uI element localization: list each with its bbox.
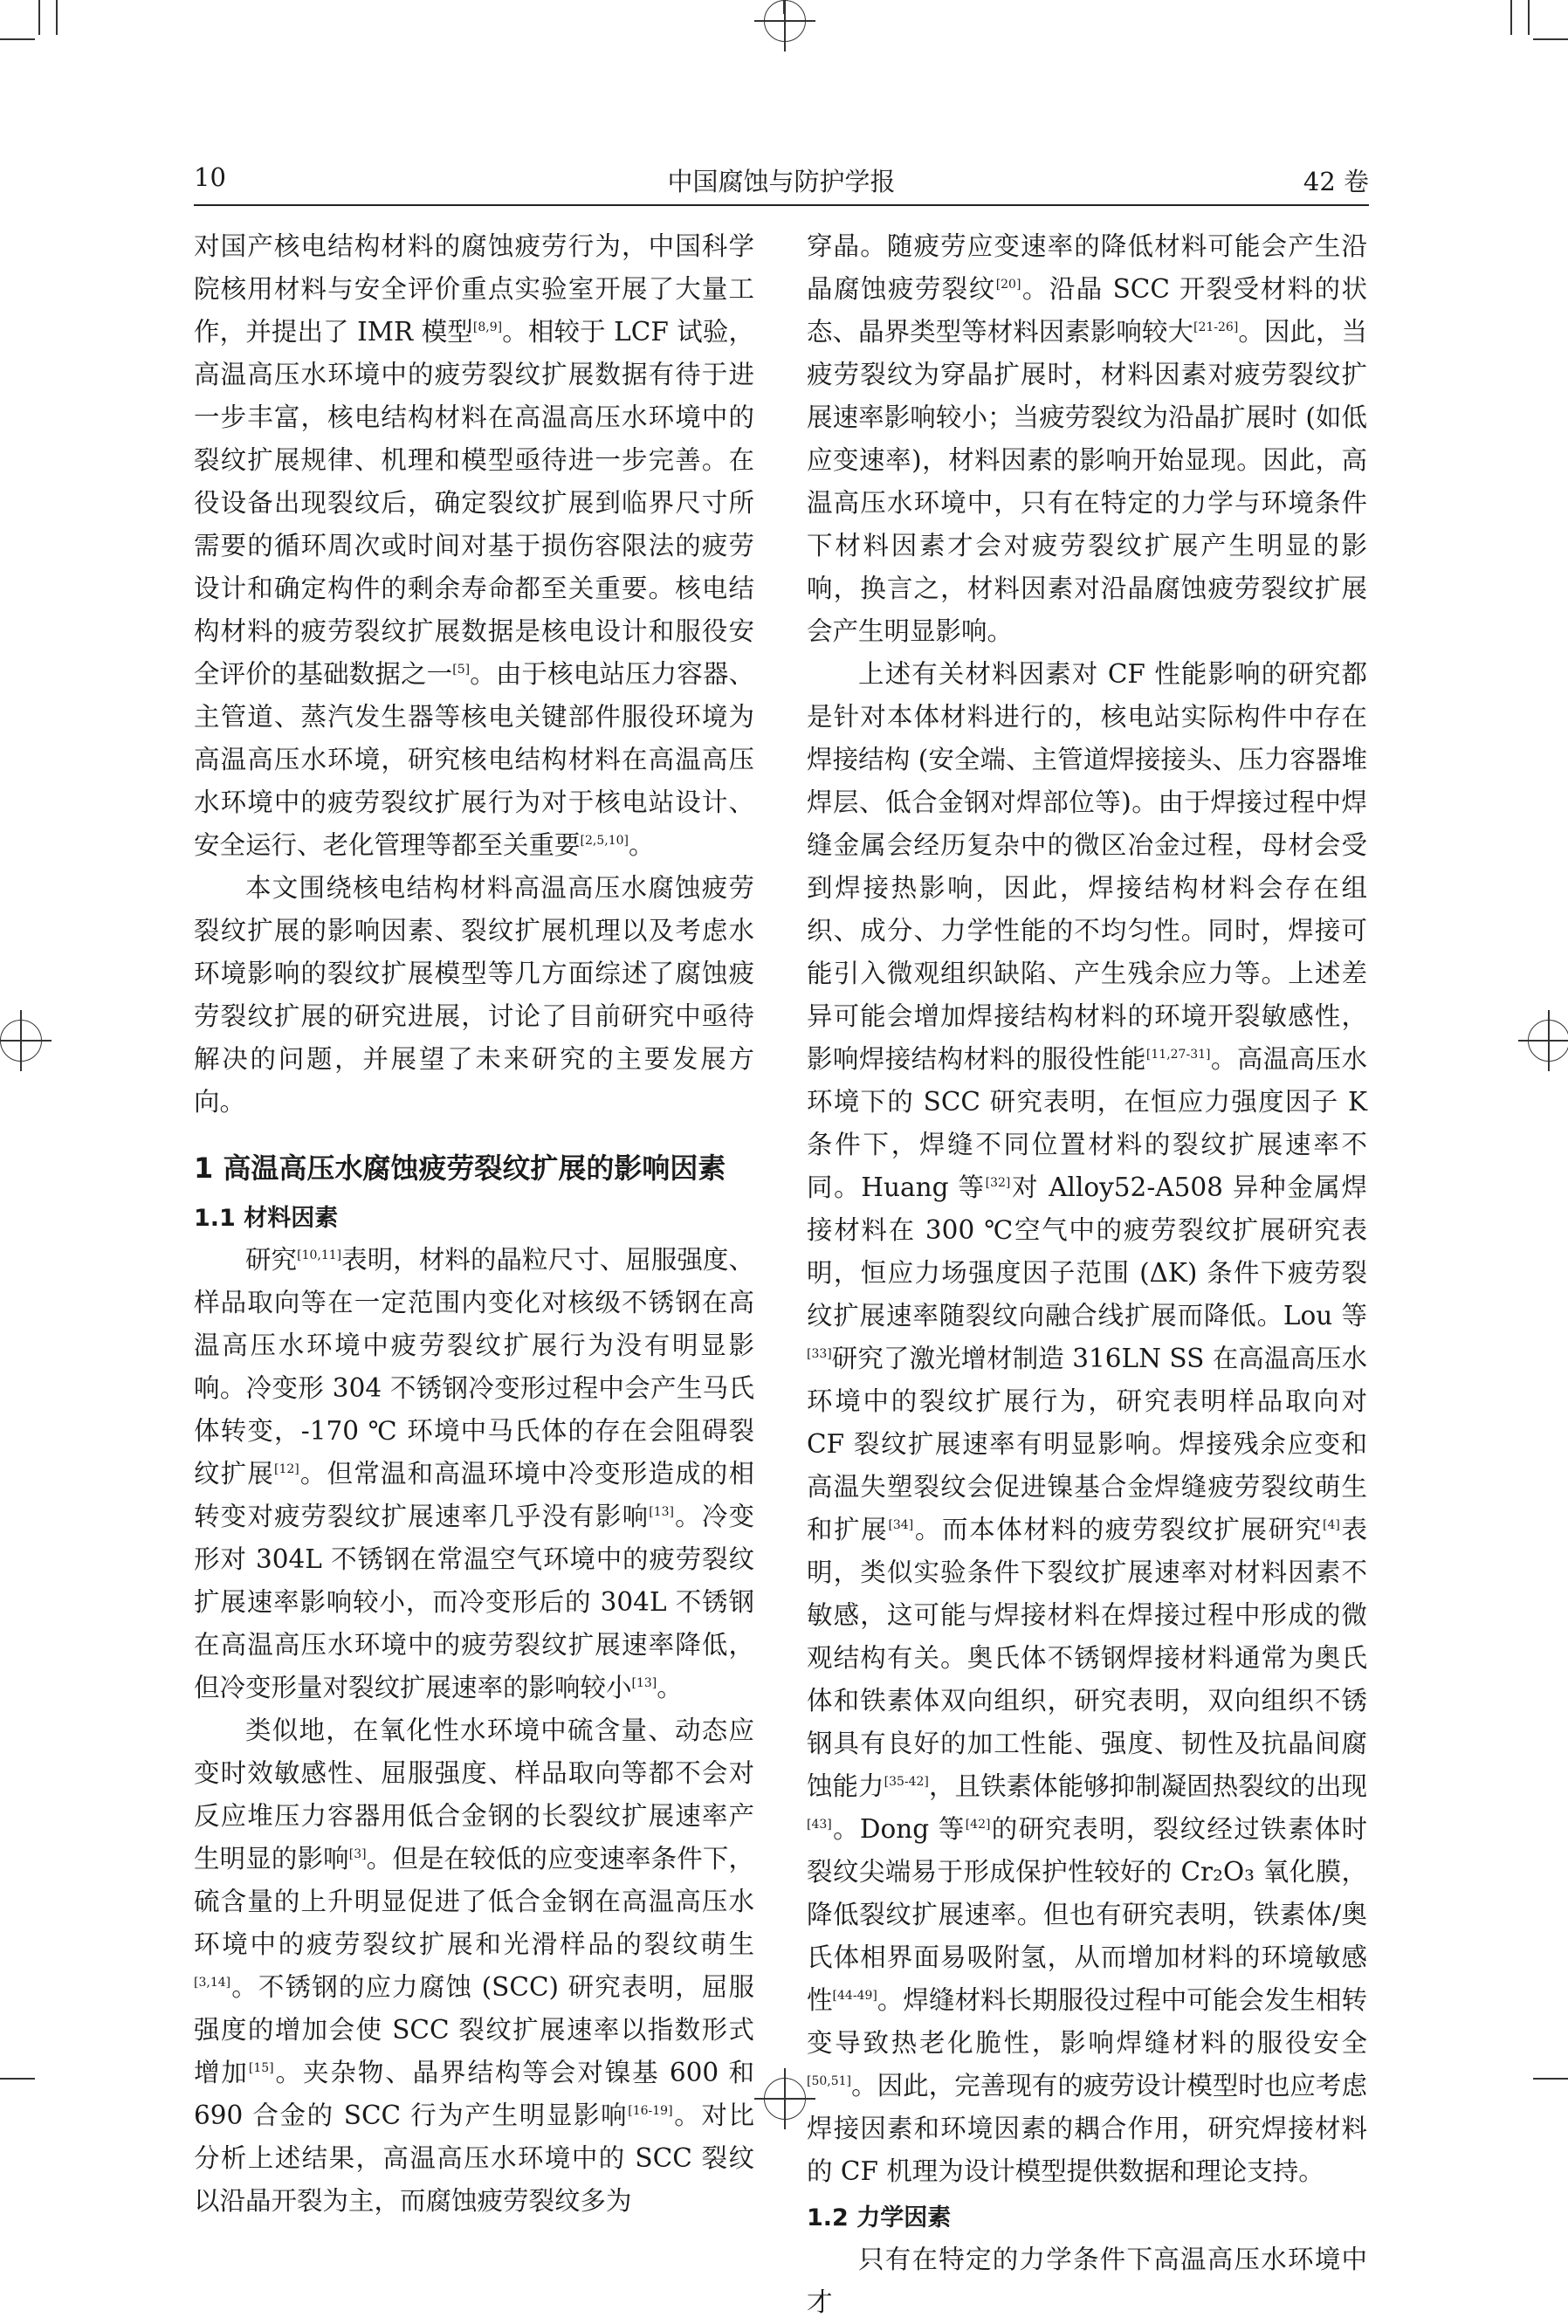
citation[interactable]: [8,9]: [472, 320, 503, 335]
registration-mark-left: [0, 1020, 42, 1062]
citation[interactable]: [3,14]: [194, 1976, 231, 1991]
crop-mark-bottom-left-h: [0, 2078, 35, 2080]
citation[interactable]: [42]: [965, 1818, 991, 1832]
paragraph: 研究[10,11]表明，材料的晶粒尺寸、屈服强度、样品取向等在一定范围内变化对核级不锈钢在高温高压水环境中疲劳裂纹扩展行为没有明显影响。冷变形 304 不锈钢冷变形过程中会产生马氏体转变，-170 ℃ 环境中马氏体的存在会阻碍裂纹扩展[12]。但常温和高温环境中冷变形造成的相转变对疲劳裂纹扩展速率几乎没有影响[13]。冷变形对 304L 不锈钢在常温空气环境中的疲劳裂纹扩展速率影响较小，而冷变形后的 304L 不锈钢在高温高压水环境中的疲劳裂纹扩展速率降低，但冷变形量对裂纹扩展速率的影响较小[13]。: [194, 1245, 754, 1702]
citation[interactable]: [20]: [995, 278, 1021, 292]
citation[interactable]: [10,11]: [297, 1248, 342, 1263]
subsection-heading: 1.2 力学因素: [807, 2204, 952, 2231]
section-heading: 1 高温高压水腐蚀疲劳裂纹扩展的影响因素: [194, 1152, 726, 1185]
citation[interactable]: [33]: [807, 1347, 832, 1362]
crop-mark-bottom-right-h: [1533, 2078, 1568, 2080]
citation[interactable]: [16-19]: [628, 2104, 673, 2119]
paragraph: 只有在特定的力学条件下高温高压水环境中才: [807, 2245, 1367, 2317]
left-column: [194, 225, 754, 2223]
registration-mark-top: [764, 0, 806, 42]
citation[interactable]: [13]: [631, 1676, 657, 1691]
citation[interactable]: [2,5,10]: [580, 834, 629, 849]
subsection-heading: 1.1 材料因素: [194, 1205, 339, 1232]
citation[interactable]: [44-49]: [832, 1989, 877, 2004]
paragraph: 上述有关材料因素对 CF 性能影响的研究都是针对本体材料进行的，核电站实际构件中存在焊接结构 (安全端、主管道焊接接头、压力容器堆焊层、低合金钢对焊部位等)。由于焊接过程中焊缝金属会经历复杂中的微区冶金过程，母材会受到焊接热影响，因此，焊接结构材料会存在组织、成分、力学性能的不均匀性。同时，焊接可能引入微观组织缺陷、产生残余应力等。上述差异可能会增加焊接结构材料的环境开裂敏感性，影响焊接结构材料的服役性能[11,27-31]。高温高压水环境下的 SCC 研究表明，在恒应力强度因子 K 条件下，焊缝不同位置材料的裂纹扩展速率不同。Huang 等[32]对 Alloy52-A508 异种金属焊接材料在 300 ℃空气中的疲劳裂纹扩展研究表明，恒应力场强度因子范围 (ΔK) 条件下疲劳裂纹扩展速率随裂纹向融合线扩展而降低。Lou 等[33]研究了激光增材制造 316LN SS 在高温高压水环境中的裂纹扩展行为，研究表明样品取向对 CF 裂纹扩展速率有明显影响。焊接残余应变和高温失塑裂纹会促进镍基合金焊缝疲劳裂纹萌生和扩展[34]。而本体材料的疲劳裂纹扩展研究[4]表明，类似实验条件下裂纹扩展速率对材料因素不敏感，这可能与焊接材料在焊接过程中形成的微观结构有关。奥氏体不锈钢焊接材料通常为奥氏体和铁素体双向组织，研究表明，双向组织不锈钢具有良好的加工性能、强度、韧性及抗晶间腐蚀能力[35-42]，且铁素体能够抑制凝固热裂纹的出现[43]。Dong 等[42]的研究表明，裂纹经过铁素体时裂纹尖端易于形成保护性较好的 Cr₂O₃ 氧化膜，降低裂纹扩展速率。但也有研究表明，铁素体/奥氏体相界面易吸附氢，从而增加材料的环境敏感性[44-49]。焊缝材料长期服役过程中可能会发生相转变导致热老化脆性，影响焊缝材料的服役安全[50,51]。因此，完善现有的疲劳设计模型时也应考虑焊接因素和环境因素的耦合作用，研究焊接材料的 CF 机理为设计模型提供数据和理论支持。: [807, 659, 1367, 2186]
crop-mark-top-left-v: [38, 0, 40, 35]
citation[interactable]: [13]: [649, 1505, 674, 1520]
citation[interactable]: [35-42]: [884, 1775, 929, 1790]
paragraph: 对国产核电结构材料的腐蚀疲劳行为，中国科学院核用材料与安全评价重点实验室开展了大量工作，并提出了 IMR 模型[8,9]。相较于 LCF 试验，高温高压水环境中的疲劳裂纹扩展数据有待于进一步丰富，核电结构材料在高温高压水环境中的裂纹扩展规律、机理和模型亟待进一步完善。在役设备出现裂纹后，确定裂纹扩展到临界尺寸所需要的循环周次或时间对基于损伤容限法的疲劳设计和确定构件的剩余寿命都至关重要。核电结构材料的疲劳裂纹扩展数据是核电设计和服役安全评价的基础数据之一[5]。由于核电站压力容器、主管道、蒸汽发生器等核电关键部件服役环境为高温高压水环境，研究核电结构材料在高温高压水环境中的疲劳裂纹扩展行为对于核电站设计、安全运行、老化管理等都至关重要[2,5,10]。: [194, 231, 754, 860]
citation[interactable]: [5]: [452, 663, 471, 677]
crop-mark-top-left-v2: [56, 0, 58, 35]
citation[interactable]: [32]: [985, 1176, 1011, 1191]
crop-mark-top-right-h: [1533, 38, 1568, 40]
journal-title: 中国腐蚀与防护学报: [667, 167, 896, 196]
citation[interactable]: [34]: [888, 1518, 914, 1533]
page-number: 10: [194, 162, 226, 192]
right-column: [807, 225, 1367, 2324]
crop-mark-top-right-v: [1510, 0, 1512, 35]
paragraph: 类似地，在氧化性水环境中硫含量、动态应变时效敏感性、屈服强度、样品取向等都不会对反应堆压力容器用低合金钢的长裂纹扩展速率产生明显的影响[3]。但是在较低的应变速率条件下，硫含量的上升明显促进了低合金钢在高温高压水环境中的疲劳裂纹扩展和光滑样品的裂纹萌生[3,14]。不锈钢的应力腐蚀 (SCC) 研究表明，屈服强度的增加会使 SCC 裂纹扩展速率以指数形式增加[15]。夹杂物、晶界结构等会对镍基 600 和 690 合金的 SCC 行为产生明显影响[16-19]。对比分析上述结果，高温高压水环境中的 SCC 裂纹以沿晶开裂为主，而腐蚀疲劳裂纹多为: [194, 1715, 754, 2216]
citation[interactable]: [11,27-31]: [1145, 1048, 1211, 1062]
citation[interactable]: [15]: [248, 2061, 274, 2076]
crop-mark-top-left-h: [0, 38, 35, 40]
registration-mark-bottom: [764, 2078, 806, 2120]
paragraph: 穿晶。随疲劳应变速率的降低材料可能会产生沿晶腐蚀疲劳裂纹[20]。沿晶 SCC 开裂受材料的状态、晶界类型等材料因素影响较大[21-26]。因此，当疲劳裂纹为穿晶扩展时，材料因素对疲劳裂纹扩展速率影响较小；当疲劳裂纹为沿晶扩展时 (如低应变速率)，材料因素的影响开始显现。因此，高温高压水环境中，只有在特定的力学与环境条件下材料因素才会对疲劳裂纹扩展产生明显的影响，换言之，材料因素对沿晶腐蚀疲劳裂纹扩展会产生明显影响。: [807, 231, 1367, 646]
paragraph: 本文围绕核电结构材料高温高压水腐蚀疲劳裂纹扩展的影响因素、裂纹扩展机理以及考虑水环境影响的裂纹扩展模型等几方面综述了腐蚀疲劳裂纹扩展的研究进展，讨论了目前研究中亟待解决的问题，并展望了未来研究的主要发展方向。: [194, 873, 754, 1117]
citation[interactable]: [3]: [348, 1847, 367, 1862]
registration-mark-right: [1528, 1020, 1568, 1062]
crop-mark-top-right-v2: [1528, 0, 1530, 35]
volume-label: 42 卷: [1303, 167, 1369, 196]
citation[interactable]: [12]: [273, 1462, 299, 1477]
citation[interactable]: [50,51]: [807, 2074, 852, 2089]
citation[interactable]: [43]: [807, 1818, 832, 1832]
citation[interactable]: [4]: [1322, 1518, 1340, 1533]
running-header: [194, 155, 1369, 206]
citation[interactable]: [21-26]: [1193, 320, 1239, 335]
